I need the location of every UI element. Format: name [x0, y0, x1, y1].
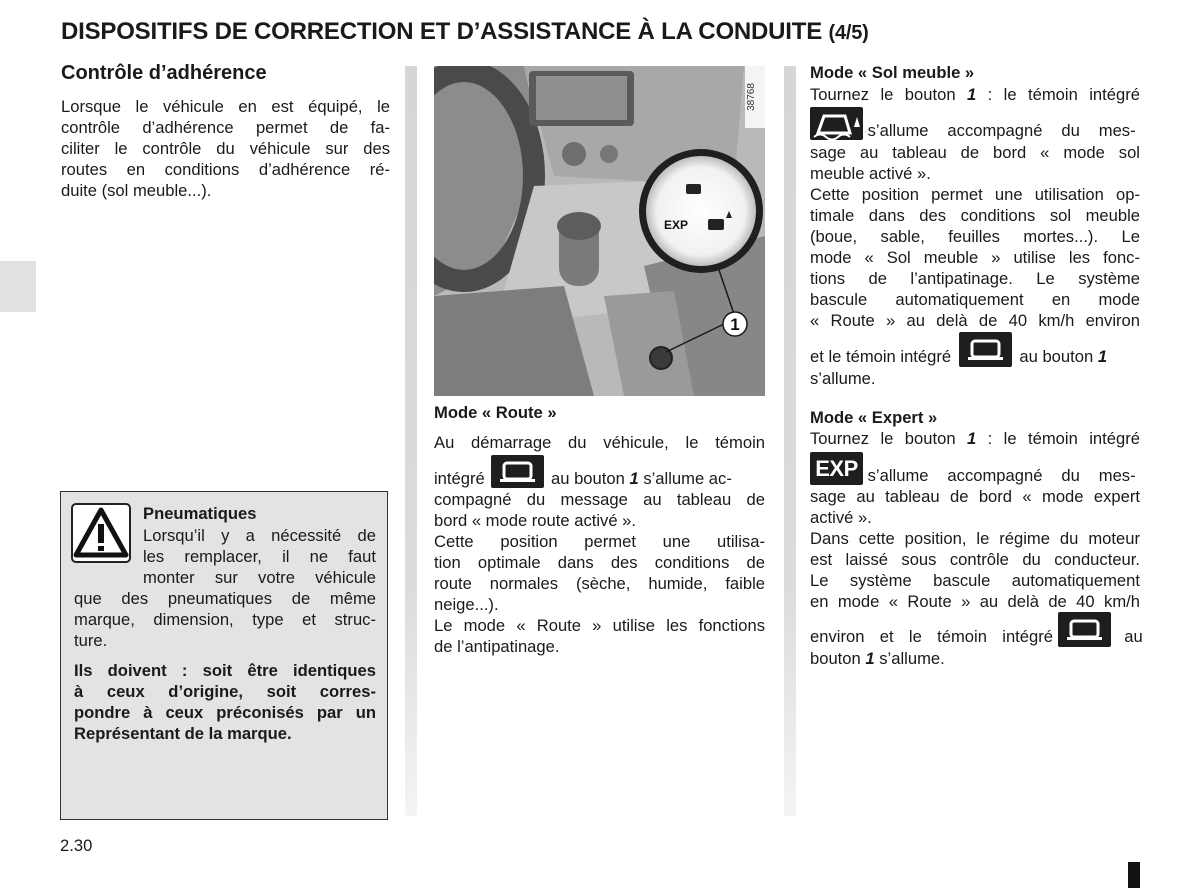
warning-title: Pneumatiques	[143, 504, 257, 523]
road-line: compagné du message au tableau de	[434, 490, 765, 509]
section-heading-soft-ground: Mode « Sol meuble »	[810, 63, 975, 82]
chapter-tab	[0, 261, 36, 312]
section-heading-expert: Mode « Expert »	[810, 408, 938, 427]
road-line: Au démarrage du véhicule, le témoin	[434, 433, 765, 452]
sol-line: Tournez le bouton 1 : le témoin intégré	[810, 85, 1140, 104]
sol-line: s’allume.	[810, 369, 876, 388]
expert-line: Le système bascule automatiquement	[810, 571, 1140, 590]
warning-bold-line: à ceux d’origine, soit corres-	[74, 682, 376, 701]
intro-line: Lorsque le véhicule en est équipé, le	[61, 97, 390, 116]
sol-line: timale dans des conditions sol meuble	[810, 206, 1140, 225]
warning-bold-line: pondre à ceux préconisés par un	[74, 703, 376, 722]
expert-line: bouton 1 s’allume.	[810, 649, 945, 668]
expert-inline-line	[810, 452, 1140, 486]
warning-line: marque, dimension, type et struc-	[74, 610, 376, 629]
warning-line: ture.	[74, 631, 108, 650]
soft-ground-mode-icon	[810, 107, 863, 140]
sol-line: meuble activé ».	[810, 164, 931, 183]
title-text: DISPOSITIFS DE CORRECTION ET D’ASSISTANCE À LA CONDUITE	[61, 18, 823, 45]
warning-bold-line: Représentant de la marque.	[74, 724, 292, 743]
road-inline-post-a: au bouton	[551, 469, 625, 488]
expert-after-icon: s’allume accompagné du mes-	[867, 466, 1136, 485]
sol-line: tions de l’antipatinage. Le système	[810, 269, 1140, 288]
title-part: (4/5)	[828, 22, 869, 44]
road-line: Le mode « Route » utilise les fonctions	[434, 616, 765, 635]
intro-line: routes en conditions d’adhérence ré-	[61, 160, 390, 179]
column-divider-right	[784, 66, 796, 816]
section-heading-adherence: Contrôle d’adhérence	[61, 62, 267, 84]
warning-line: Lorsqu’il y a nécessité de	[143, 526, 376, 545]
road-line: tion optimale dans des conditions de	[434, 553, 765, 572]
expert-line: Dans cette position, le régime du moteur	[810, 529, 1140, 548]
page-title	[61, 18, 1161, 46]
road-line: bord « mode route activé ».	[434, 511, 637, 530]
warning-line: que des pneumatiques de même	[74, 589, 376, 608]
road-mode-icon	[1058, 612, 1111, 647]
road-inline-pre: intégré	[434, 469, 485, 488]
road-line: de l’antipatinage.	[434, 637, 560, 656]
road-line: route normales (sèche, humide, faible	[434, 574, 765, 593]
dial-exp-label: EXP	[663, 218, 689, 232]
road-mode-icon	[491, 455, 544, 488]
console-photo	[434, 66, 765, 396]
button-number: 1	[629, 469, 639, 488]
sol-line: Cette position permet une utilisation op-	[810, 185, 1140, 204]
road-mode-icon	[959, 332, 1012, 367]
expert-end-line: environ et le témoin intégré au	[810, 612, 1140, 648]
expert-line: activé ».	[810, 508, 872, 527]
photo-callout-1: 1	[730, 315, 740, 334]
warning-line: les remplacer, il ne faut	[143, 547, 376, 566]
road-inline-line	[434, 455, 765, 489]
warning-line: monter sur votre véhicule	[143, 568, 376, 587]
sol-line: (boue, sable, feuilles mortes...). Le	[810, 227, 1140, 246]
intro-line: duite (sol meuble...).	[61, 181, 212, 200]
sol-after-icon: s’allume accompagné du mes-	[867, 121, 1136, 140]
expert-line: est laissé sous contrôle du conducteur.	[810, 550, 1140, 569]
road-inline-post-b: s’allume ac-	[643, 469, 732, 488]
sol-line: bascule automatiquement en mode	[810, 290, 1140, 309]
page-number: 2.30	[60, 836, 93, 855]
expert-line: Tournez le bouton 1 : le témoin intégré	[810, 429, 1140, 448]
road-line: Cette position permet une utilisa-	[434, 532, 765, 551]
expert-mode-badge: EXP	[810, 452, 863, 485]
expert-line: en mode « Route » au delà de 40 km/h	[810, 592, 1140, 611]
intro-paragraph	[61, 96, 390, 201]
sol-inline-line	[810, 107, 1140, 141]
sol-line: « Route » au delà de 40 km/h environ	[810, 311, 1140, 330]
sol-line: mode « Sol meuble » utilise les fonc-	[810, 248, 1140, 267]
page-edge-mark	[1128, 862, 1140, 888]
warning-bold-line: Ils doivent : soit être identiques	[74, 661, 376, 680]
photo-ref-number: 38768	[746, 83, 757, 111]
intro-line: contrôle d’adhérence permet de fa-	[61, 118, 390, 137]
warning-triangle-icon	[71, 503, 131, 563]
dial-road-icon	[686, 184, 701, 194]
warning-box-tyres	[60, 491, 388, 820]
sol-line: sage au tableau de bord « mode sol	[810, 143, 1140, 162]
expert-line: sage au tableau de bord « mode expert	[810, 487, 1140, 506]
intro-line: ciliter le contrôle du véhicule sur des	[61, 139, 390, 158]
sol-end-line: et le témoin intégré au bouton 1	[810, 332, 1140, 368]
column-divider-left	[405, 66, 417, 816]
console-illustration	[434, 66, 765, 396]
section-heading-road: Mode « Route »	[434, 403, 557, 422]
road-line: neige...).	[434, 595, 499, 614]
